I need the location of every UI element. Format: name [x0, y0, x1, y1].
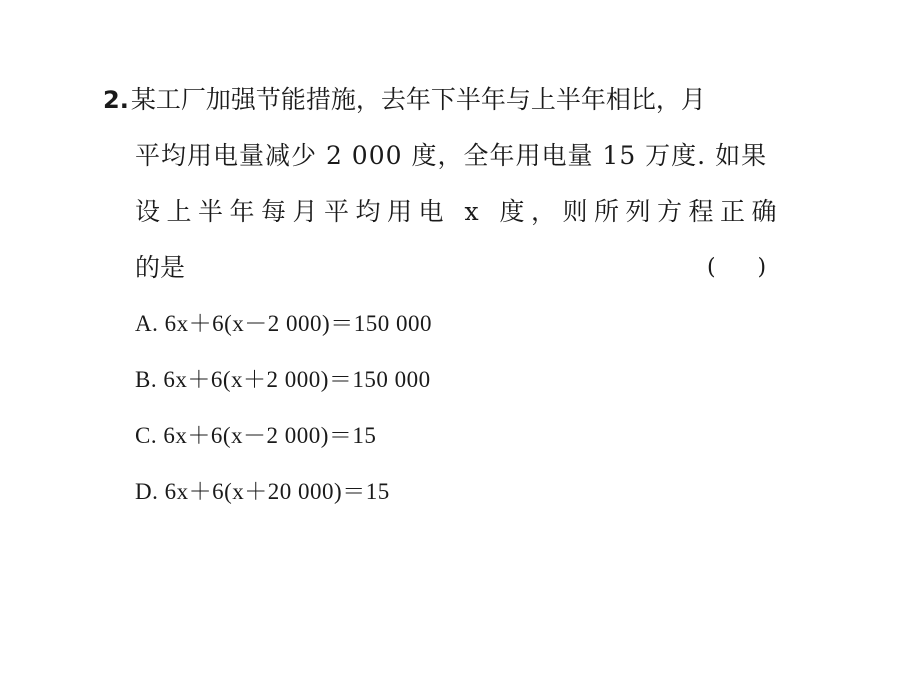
option-d-equation: 6x＋6(x＋20 000)＝15 — [164, 479, 390, 504]
option-c-equation: 6x＋6(x－2 000)＝15 — [163, 423, 377, 448]
option-b[interactable] — [135, 362, 431, 398]
question-stem-line-1 — [103, 80, 706, 120]
question-stem-line-4: 的是 — [135, 253, 186, 282]
option-a-equation: 6x＋6(x－2 000)＝150 000 — [164, 311, 432, 336]
question-stem-line-3: 设上半年每月平均用电 x 度，则所列方程正确 — [135, 197, 783, 226]
option-a-label: A. — [135, 311, 159, 336]
answer-bracket[interactable]: ( ) — [707, 255, 767, 280]
option-d[interactable] — [135, 474, 390, 510]
option-d-label: D. — [135, 479, 159, 504]
question-text-line-1: 某工厂加强节能措施，去年下半年与上半年相比，月 — [130, 85, 706, 114]
option-b-equation: 6x＋6(x＋2 000)＝150 000 — [163, 367, 431, 392]
question-stem-line-2: 平均用电量减少 2 000 度，全年用电量 15 万度. 如果 — [135, 141, 768, 170]
option-b-label: B. — [135, 367, 158, 392]
question-number: 2. — [103, 86, 129, 114]
option-a[interactable] — [135, 306, 432, 342]
option-c[interactable] — [135, 418, 376, 454]
option-c-label: C. — [135, 423, 158, 448]
